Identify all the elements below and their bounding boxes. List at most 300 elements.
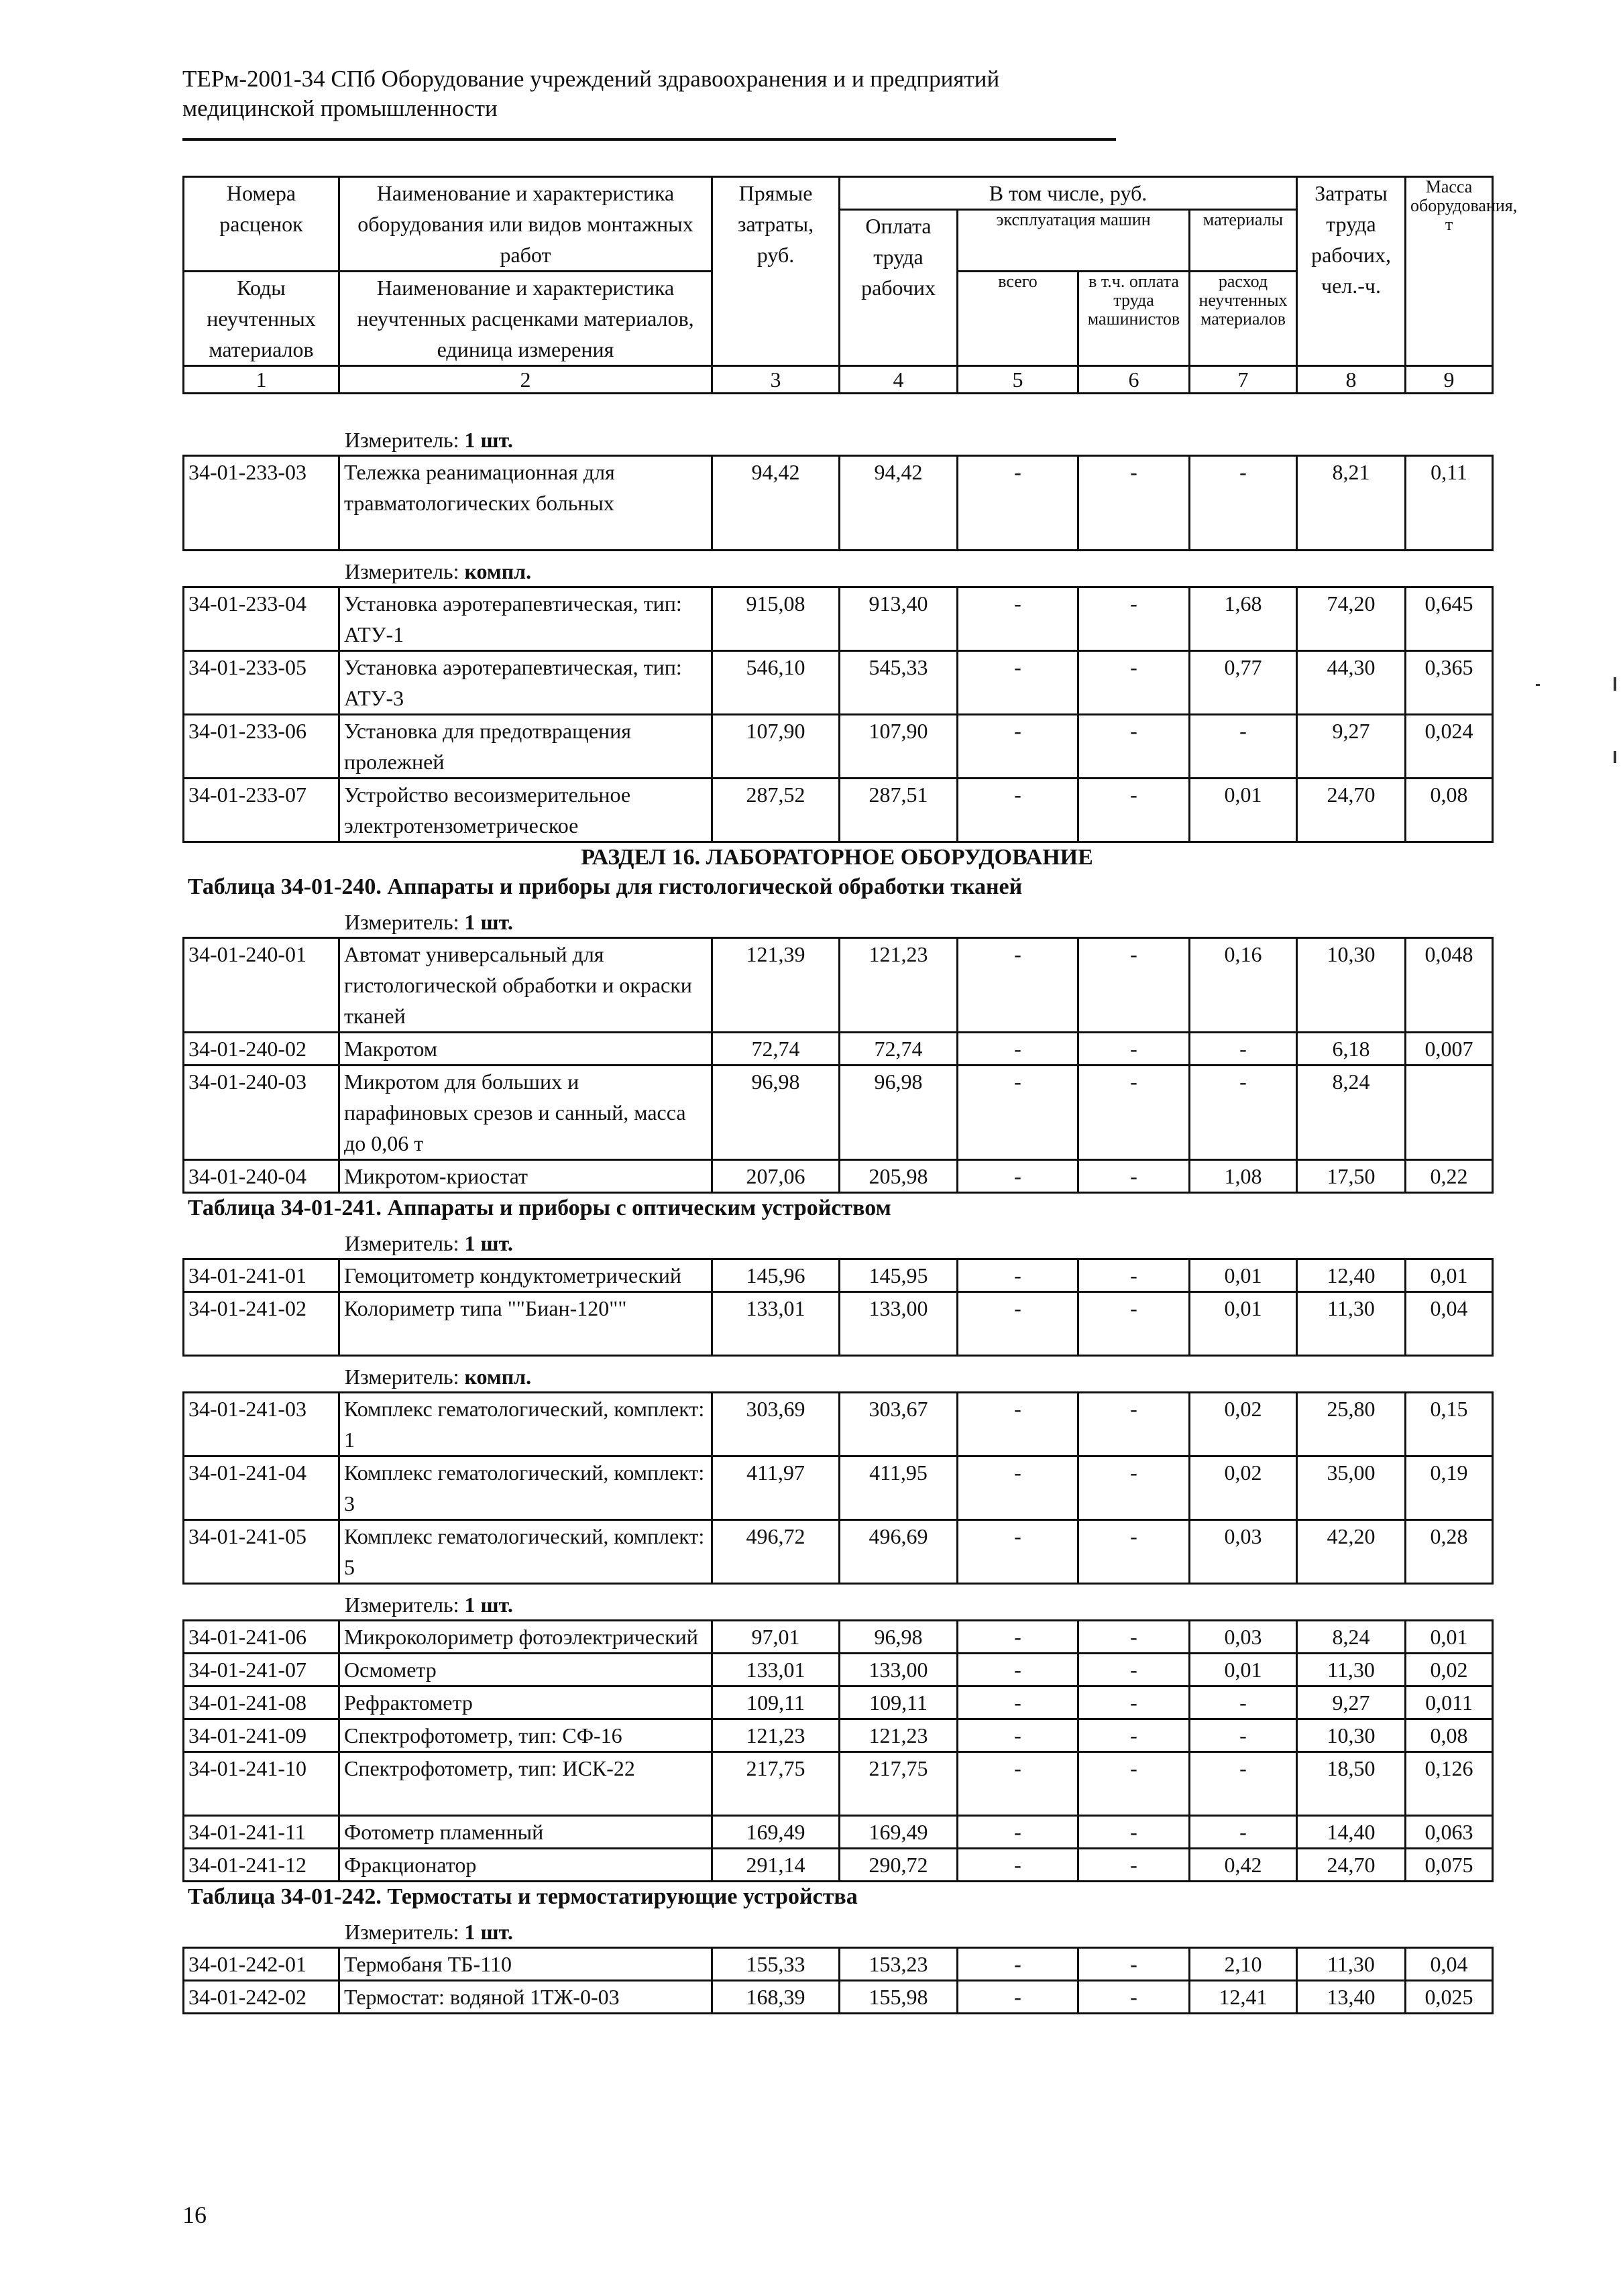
machinist-pay-cell: - — [1078, 1160, 1190, 1193]
item-name: Установка аэротерапевтическая, тип: АТУ-3 — [344, 655, 682, 710]
measure-unit-line — [182, 557, 1492, 586]
labor-hours-cell: 17,50 — [1297, 1160, 1406, 1193]
item-name: Колориметр типа ""Биан-120"" — [344, 1296, 627, 1320]
item-name: Макротом — [344, 1037, 437, 1061]
machines-total-cell: - — [958, 651, 1078, 715]
table-row — [184, 1292, 1493, 1356]
measure-label: Измеритель: — [345, 428, 459, 452]
item-name-cell — [339, 1160, 712, 1193]
table-row — [184, 1752, 1493, 1816]
labor-hours-cell: 8,21 — [1297, 456, 1406, 551]
direct-costs-cell: 107,90 — [712, 715, 840, 779]
table-row — [184, 938, 1493, 1033]
measure-unit-line — [182, 1917, 1492, 1947]
labor-pay-cell: 303,67 — [840, 1393, 958, 1456]
item-name: Фотометр пламенный — [344, 1820, 544, 1844]
measure-label: Измеритель: — [345, 1593, 459, 1617]
materials-cell: 12,41 — [1190, 1981, 1297, 2014]
item-name: Фракционатор — [344, 1853, 477, 1877]
header-material-names: Наименование и характеристика неучтенных расценками материалов, единица измерения — [339, 272, 712, 366]
item-name-cell — [339, 1981, 712, 2014]
machinist-pay-cell: - — [1078, 1259, 1190, 1292]
mass-cell: 0,11 — [1406, 456, 1493, 551]
materials-cell: - — [1190, 1752, 1297, 1816]
column-number: 7 — [1190, 366, 1297, 394]
item-name: Автомат универсальный для гистологической обработки и окраски тканей — [344, 942, 692, 1028]
rates-table — [182, 1619, 1494, 1882]
machines-total-cell: - — [958, 779, 1078, 842]
labor-pay-cell: 121,23 — [840, 938, 958, 1033]
materials-cell: 0,77 — [1190, 651, 1297, 715]
item-name-cell — [339, 1292, 712, 1356]
column-numbers-row — [184, 366, 1493, 394]
labor-pay-cell: 133,00 — [840, 1292, 958, 1356]
table-caption: Таблица 34-01-242. Термостаты и термостатирующие устройства — [188, 1884, 858, 1909]
machines-total-cell: - — [958, 1981, 1078, 2014]
item-name: Микротом для больших и парафиновых срезов и санный, масса до 0,06 т — [344, 1070, 686, 1155]
header-material-codes: Коды неучтенных материалов — [184, 272, 339, 366]
mass-cell: 0,02 — [1406, 1654, 1493, 1686]
rates-table — [182, 1391, 1494, 1585]
item-name-cell — [339, 1520, 712, 1584]
labor-hours-cell: 6,18 — [1297, 1033, 1406, 1066]
mass-cell: 0,025 — [1406, 1981, 1493, 2014]
materials-cell: 0,02 — [1190, 1393, 1297, 1456]
item-name-cell — [339, 938, 712, 1033]
machinist-pay-cell: - — [1078, 1292, 1190, 1356]
table-caption: Таблица 34-01-240. Аппараты и приборы для гистологической обработки тканей — [188, 874, 1023, 899]
labor-hours-cell: 42,20 — [1297, 1520, 1406, 1584]
machinist-pay-cell: - — [1078, 1621, 1190, 1654]
item-name-cell — [339, 715, 712, 779]
labor-hours-cell: 18,50 — [1297, 1752, 1406, 1816]
materials-cell: 0,01 — [1190, 1292, 1297, 1356]
machinist-pay-cell: - — [1078, 587, 1190, 651]
document-title: ТЕРм-2001-34 СПб Оборудование учреждений здравоохранения и и предприятий медицинской промышленности — [182, 66, 1000, 121]
materials-cell: - — [1190, 715, 1297, 779]
materials-cell: 0,01 — [1190, 779, 1297, 842]
mass-cell: 0,075 — [1406, 1849, 1493, 1882]
item-name: Комплекс гематологический, комплект: 1 — [344, 1397, 705, 1452]
table-row — [184, 1393, 1493, 1456]
item-name-cell — [339, 1033, 712, 1066]
rate-code-cell: 34-01-241-07 — [184, 1654, 339, 1686]
machinist-pay-cell: - — [1078, 1066, 1190, 1160]
mass-cell: 0,19 — [1406, 1456, 1493, 1520]
materials-cell: 0,03 — [1190, 1520, 1297, 1584]
machines-total-cell: - — [958, 1520, 1078, 1584]
mass-cell: 0,08 — [1406, 779, 1493, 842]
column-number: 3 — [712, 366, 840, 394]
direct-costs-cell: 207,06 — [712, 1160, 840, 1193]
table-body — [182, 425, 1492, 2014]
materials-cell: - — [1190, 1816, 1297, 1849]
item-name: Осмометр — [344, 1658, 437, 1682]
labor-hours-cell: 12,40 — [1297, 1259, 1406, 1292]
measure-unit: компл. — [464, 559, 532, 583]
table-row — [184, 1719, 1493, 1752]
machinist-pay-cell: - — [1078, 651, 1190, 715]
rate-code-cell: 34-01-233-06 — [184, 715, 339, 779]
mass-cell: 0,04 — [1406, 1292, 1493, 1356]
rate-code-cell: 34-01-241-04 — [184, 1456, 339, 1520]
measure-unit: 1 шт. — [464, 910, 513, 934]
item-name-cell — [339, 1816, 712, 1849]
column-number: 8 — [1297, 366, 1406, 394]
direct-costs-cell: 496,72 — [712, 1520, 840, 1584]
machines-total-cell: - — [958, 587, 1078, 651]
column-number: 2 — [339, 366, 712, 394]
machinist-pay-cell: - — [1078, 1654, 1190, 1686]
rate-code-cell: 34-01-242-01 — [184, 1948, 339, 1981]
machines-total-cell: - — [958, 1849, 1078, 1882]
header-equipment-name: Наименование и характеристика оборудования или видов монтажных работ — [339, 177, 712, 272]
item-name: Комплекс гематологический, комплект: 5 — [344, 1524, 705, 1579]
header-rule — [182, 138, 1116, 141]
direct-costs-cell: 121,23 — [712, 1719, 840, 1752]
rates-table — [182, 1947, 1494, 2014]
column-number: 9 — [1406, 366, 1493, 394]
table-row — [184, 1654, 1493, 1686]
labor-pay-cell: 133,00 — [840, 1654, 958, 1686]
labor-hours-cell: 9,27 — [1297, 715, 1406, 779]
labor-hours-cell: 24,70 — [1297, 779, 1406, 842]
mass-cell: 0,22 — [1406, 1160, 1493, 1193]
machines-total-cell: - — [958, 1393, 1078, 1456]
rate-code-cell: 34-01-233-03 — [184, 456, 339, 551]
labor-pay-cell: 290,72 — [840, 1849, 958, 1882]
rate-code-cell: 34-01-240-04 — [184, 1160, 339, 1193]
materials-cell: 1,08 — [1190, 1160, 1297, 1193]
machines-total-cell: - — [958, 1033, 1078, 1066]
scan-mark — [1614, 677, 1616, 691]
labor-hours-cell: 24,70 — [1297, 1849, 1406, 1882]
direct-costs-cell: 133,01 — [712, 1292, 840, 1356]
table-header — [182, 176, 1518, 394]
item-name-cell — [339, 779, 712, 842]
table-row — [184, 1456, 1493, 1520]
direct-costs-cell: 287,52 — [712, 779, 840, 842]
item-name: Установка для предотвращения пролежней — [344, 719, 631, 774]
table-row — [184, 715, 1493, 779]
labor-hours-cell: 10,30 — [1297, 938, 1406, 1033]
direct-costs-cell: 168,39 — [712, 1981, 840, 2014]
machines-total-cell: - — [958, 1654, 1078, 1686]
machinist-pay-cell: - — [1078, 1033, 1190, 1066]
table-row — [184, 651, 1493, 715]
labor-pay-cell: 121,23 — [840, 1719, 958, 1752]
direct-costs-cell: 97,01 — [712, 1621, 840, 1654]
machinist-pay-cell: - — [1078, 456, 1190, 551]
rate-code-cell: 34-01-241-11 — [184, 1816, 339, 1849]
rates-table — [182, 455, 1494, 551]
rates-table — [182, 586, 1494, 843]
materials-cell: - — [1190, 1719, 1297, 1752]
machinist-pay-cell: - — [1078, 1849, 1190, 1882]
measure-unit-line — [182, 425, 1492, 455]
table-row — [184, 1066, 1493, 1160]
scan-mark — [1536, 684, 1540, 686]
machines-total-cell: - — [958, 1259, 1078, 1292]
item-name: Спектрофотометр, тип: СФ-16 — [344, 1723, 622, 1747]
table-row — [184, 1160, 1493, 1193]
item-name: Гемоцитометр кондуктометрический — [344, 1263, 681, 1287]
item-name-cell — [339, 1066, 712, 1160]
machinist-pay-cell: - — [1078, 938, 1190, 1033]
table-row — [184, 1621, 1493, 1654]
labor-pay-cell: 109,11 — [840, 1686, 958, 1719]
item-name: Устройство весоизмерительное электротензометрическое — [344, 783, 631, 838]
materials-cell: 0,42 — [1190, 1849, 1297, 1882]
materials-cell: 0,03 — [1190, 1621, 1297, 1654]
item-name: Тележка реанимационная для травматологических больных — [344, 460, 615, 515]
mass-cell: 0,08 — [1406, 1719, 1493, 1752]
mass-cell: 0,645 — [1406, 587, 1493, 651]
header-labor-hours: Затраты труда рабочих, чел.-ч. — [1297, 177, 1406, 366]
header-equipment-mass: Масса оборудования, т — [1406, 177, 1493, 366]
column-number: 6 — [1078, 366, 1190, 394]
mass-cell: 0,15 — [1406, 1393, 1493, 1456]
rate-code-cell: 34-01-241-06 — [184, 1621, 339, 1654]
labor-hours-cell: 10,30 — [1297, 1719, 1406, 1752]
table-row — [184, 1033, 1493, 1066]
machines-total-cell: - — [958, 1621, 1078, 1654]
machines-total-cell: - — [958, 1752, 1078, 1816]
labor-hours-cell: 11,30 — [1297, 1292, 1406, 1356]
item-name-cell — [339, 456, 712, 551]
materials-cell: 1,68 — [1190, 587, 1297, 651]
item-name: Рефрактометр — [344, 1690, 473, 1715]
column-number: 5 — [958, 366, 1078, 394]
section-title: РАЗДЕЛ 16. ЛАБОРАТОРНОЕ ОБОРУДОВАНИЕ — [581, 845, 1093, 870]
machines-total-cell: - — [958, 456, 1078, 551]
item-name: Микротом-криостат — [344, 1164, 528, 1188]
item-name-cell — [339, 651, 712, 715]
item-name-cell — [339, 1849, 712, 1882]
direct-costs-cell: 155,33 — [712, 1948, 840, 1981]
mass-cell: 0,011 — [1406, 1686, 1493, 1719]
rate-code-cell: 34-01-241-02 — [184, 1292, 339, 1356]
machinist-pay-cell: - — [1078, 1686, 1190, 1719]
measure-label: Измеритель: — [345, 1231, 459, 1255]
labor-hours-cell: 11,30 — [1297, 1948, 1406, 1981]
measure-label: Измеритель: — [345, 1365, 459, 1389]
direct-costs-cell: 121,39 — [712, 938, 840, 1033]
item-name: Комплекс гематологический, комплект: 3 — [344, 1460, 705, 1515]
labor-pay-cell: 205,98 — [840, 1160, 958, 1193]
item-name-cell — [339, 1719, 712, 1752]
item-name-cell — [339, 1393, 712, 1456]
mass-cell: 0,01 — [1406, 1259, 1493, 1292]
machines-total-cell: - — [958, 1292, 1078, 1356]
header-rate-numbers: Номера расценок — [184, 177, 339, 272]
price-table-page — [182, 176, 1518, 2014]
labor-hours-cell: 25,80 — [1297, 1393, 1406, 1456]
labor-hours-cell: 11,30 — [1297, 1654, 1406, 1686]
labor-pay-cell: 287,51 — [840, 779, 958, 842]
direct-costs-cell: 217,75 — [712, 1752, 840, 1816]
labor-pay-cell: 411,95 — [840, 1456, 958, 1520]
machinist-pay-cell: - — [1078, 1719, 1190, 1752]
document-header — [182, 64, 1121, 123]
mass-cell: 0,063 — [1406, 1816, 1493, 1849]
materials-cell: 0,01 — [1190, 1654, 1297, 1686]
labor-hours-cell: 13,40 — [1297, 1981, 1406, 2014]
machinist-pay-cell: - — [1078, 1456, 1190, 1520]
machinist-pay-cell: - — [1078, 1981, 1190, 2014]
direct-costs-cell: 94,42 — [712, 456, 840, 551]
machinist-pay-cell: - — [1078, 1948, 1190, 1981]
labor-pay-cell: 72,74 — [840, 1033, 958, 1066]
measure-unit: 1 шт. — [464, 1231, 513, 1255]
header-machinist-pay: в т.ч. оплата труда машинистов — [1078, 272, 1190, 366]
measure-unit: компл. — [464, 1365, 532, 1389]
machines-total-cell: - — [958, 1816, 1078, 1849]
materials-cell: 2,10 — [1190, 1948, 1297, 1981]
header-unaccounted-materials: расход неучтенных материалов — [1190, 272, 1297, 366]
direct-costs-cell: 72,74 — [712, 1033, 840, 1066]
labor-pay-cell: 913,40 — [840, 587, 958, 651]
item-name-cell — [339, 1621, 712, 1654]
machinist-pay-cell: - — [1078, 1816, 1190, 1849]
labor-pay-cell: 94,42 — [840, 456, 958, 551]
column-number: 4 — [840, 366, 958, 394]
item-name-cell — [339, 1752, 712, 1816]
machinist-pay-cell: - — [1078, 715, 1190, 779]
header-machines-total: всего — [958, 272, 1078, 366]
labor-hours-cell: 74,20 — [1297, 587, 1406, 651]
materials-cell: - — [1190, 1686, 1297, 1719]
labor-pay-cell: 96,98 — [840, 1066, 958, 1160]
table-row — [184, 1849, 1493, 1882]
machines-total-cell: - — [958, 1160, 1078, 1193]
page-number: 16 — [182, 2201, 207, 2228]
direct-costs-cell: 546,10 — [712, 651, 840, 715]
header-including: В том числе, руб. — [840, 177, 1297, 210]
machines-total-cell: - — [958, 938, 1078, 1033]
machinist-pay-cell: - — [1078, 1752, 1190, 1816]
item-name-cell — [339, 1654, 712, 1686]
rate-code-cell: 34-01-241-01 — [184, 1259, 339, 1292]
materials-cell: 0,16 — [1190, 938, 1297, 1033]
labor-pay-cell: 107,90 — [840, 715, 958, 779]
labor-pay-cell: 545,33 — [840, 651, 958, 715]
item-name: Спектрофотометр, тип: ИСК-22 — [344, 1756, 635, 1780]
labor-pay-cell: 155,98 — [840, 1981, 958, 2014]
table-row — [184, 1948, 1493, 1981]
mass-cell — [1406, 1066, 1493, 1160]
rate-code-cell: 34-01-242-02 — [184, 1981, 339, 2014]
machines-total-cell: - — [958, 715, 1078, 779]
rate-code-cell: 34-01-233-07 — [184, 779, 339, 842]
rates-table — [182, 1258, 1494, 1357]
measure-unit: 1 шт. — [464, 428, 513, 452]
materials-cell: - — [1190, 1033, 1297, 1066]
machines-total-cell: - — [958, 1948, 1078, 1981]
table-row — [184, 1816, 1493, 1849]
direct-costs-cell: 109,11 — [712, 1686, 840, 1719]
labor-hours-cell: 8,24 — [1297, 1621, 1406, 1654]
labor-hours-cell: 35,00 — [1297, 1456, 1406, 1520]
machinist-pay-cell: - — [1078, 1520, 1190, 1584]
labor-pay-cell: 96,98 — [840, 1621, 958, 1654]
mass-cell: 0,01 — [1406, 1621, 1493, 1654]
measure-unit: 1 шт. — [464, 1920, 513, 1944]
measure-unit: 1 шт. — [464, 1593, 513, 1617]
machinist-pay-cell: - — [1078, 1393, 1190, 1456]
item-name: Установка аэротерапевтическая, тип: АТУ-1 — [344, 591, 682, 646]
table-row — [184, 587, 1493, 651]
rate-code-cell: 34-01-240-01 — [184, 938, 339, 1033]
item-name-cell — [339, 587, 712, 651]
mass-cell: 0,007 — [1406, 1033, 1493, 1066]
labor-hours-cell: 9,27 — [1297, 1686, 1406, 1719]
measure-unit-line — [182, 907, 1492, 937]
labor-pay-cell: 217,75 — [840, 1752, 958, 1816]
mass-cell: 0,28 — [1406, 1520, 1493, 1584]
column-number: 1 — [184, 366, 339, 394]
table-row — [184, 1259, 1493, 1292]
rate-code-cell: 34-01-241-12 — [184, 1849, 339, 1882]
rate-code-cell: 34-01-241-08 — [184, 1686, 339, 1719]
labor-hours-cell: 8,24 — [1297, 1066, 1406, 1160]
measure-label: Измеритель: — [345, 559, 459, 583]
rate-code-cell: 34-01-241-05 — [184, 1520, 339, 1584]
mass-cell: 0,365 — [1406, 651, 1493, 715]
direct-costs-cell: 133,01 — [712, 1654, 840, 1686]
direct-costs-cell: 96,98 — [712, 1066, 840, 1160]
table-caption: Таблица 34-01-241. Аппараты и приборы с оптическим устройством — [188, 1196, 891, 1220]
rate-code-cell: 34-01-241-09 — [184, 1719, 339, 1752]
measure-unit-line — [182, 1590, 1492, 1619]
mass-cell: 0,126 — [1406, 1752, 1493, 1816]
machines-total-cell: - — [958, 1456, 1078, 1520]
labor-pay-cell: 145,95 — [840, 1259, 958, 1292]
rate-code-cell: 34-01-233-05 — [184, 651, 339, 715]
mass-cell: 0,024 — [1406, 715, 1493, 779]
item-name: Термобаня ТБ-110 — [344, 1952, 512, 1976]
materials-cell: 0,02 — [1190, 1456, 1297, 1520]
scan-mark — [1614, 751, 1616, 763]
table-row — [184, 779, 1493, 842]
item-name-cell — [339, 1456, 712, 1520]
header-materials: материалы — [1190, 210, 1297, 272]
mass-cell: 0,048 — [1406, 938, 1493, 1033]
item-name-cell — [339, 1686, 712, 1719]
labor-pay-cell: 496,69 — [840, 1520, 958, 1584]
measure-label: Измеритель: — [345, 910, 459, 934]
rate-code-cell: 34-01-233-04 — [184, 587, 339, 651]
materials-cell: 0,01 — [1190, 1259, 1297, 1292]
rate-code-cell: 34-01-241-10 — [184, 1752, 339, 1816]
direct-costs-cell: 145,96 — [712, 1259, 840, 1292]
measure-unit-line — [182, 1228, 1492, 1258]
machines-total-cell: - — [958, 1719, 1078, 1752]
item-name: Термостат: водяной 1ТЖ-0-03 — [344, 1985, 620, 2009]
direct-costs-cell: 303,69 — [712, 1393, 840, 1456]
rate-code-cell: 34-01-240-03 — [184, 1066, 339, 1160]
labor-hours-cell: 44,30 — [1297, 651, 1406, 715]
machines-total-cell: - — [958, 1066, 1078, 1160]
mass-cell: 0,04 — [1406, 1948, 1493, 1981]
direct-costs-cell: 411,97 — [712, 1456, 840, 1520]
header-labor-pay: Оплата труда рабочих — [840, 210, 958, 366]
item-name: Микроколориметр фотоэлектрический — [344, 1625, 698, 1649]
header-machines: эксплуатация машин — [958, 210, 1190, 272]
direct-costs-cell: 291,14 — [712, 1849, 840, 1882]
labor-pay-cell: 153,23 — [840, 1948, 958, 1981]
labor-pay-cell: 169,49 — [840, 1816, 958, 1849]
